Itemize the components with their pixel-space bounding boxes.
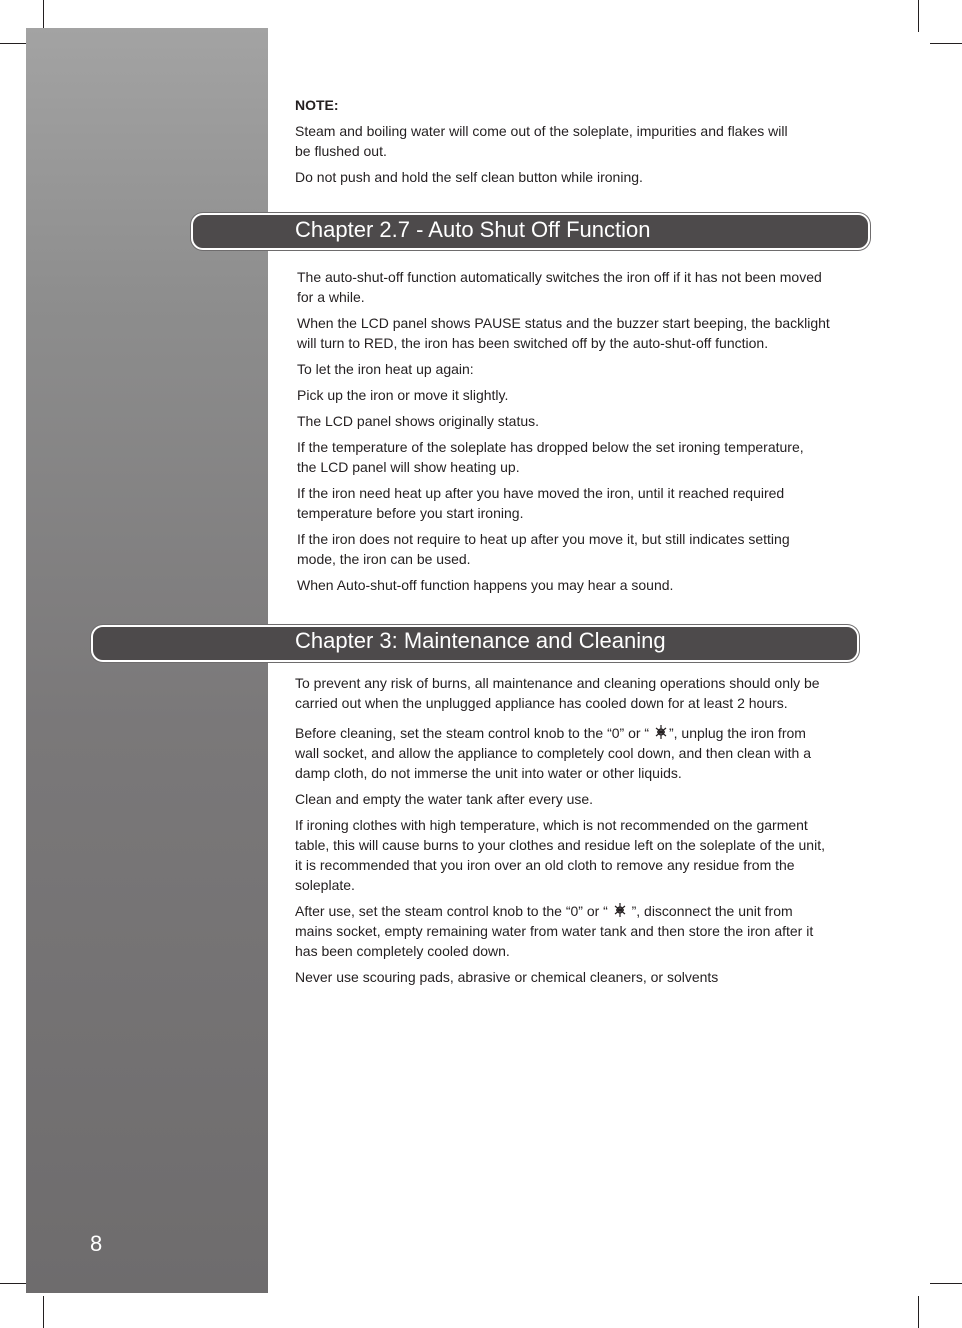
chapter-title: Chapter 2.7 - Auto Shut Off Function <box>295 217 651 242</box>
page-number: 8 <box>90 1231 103 1256</box>
body-paragraph: When Auto-shut-off function happens you may hear a sound. <box>297 577 674 593</box>
note-paragraph: Steam and boiling water will come out of the soleplate, impurities and flakes will be flushed out. <box>295 123 788 159</box>
crop-mark <box>43 1296 44 1328</box>
crop-mark <box>918 0 919 32</box>
body-paragraph: To prevent any risk of burns, all maintenance and cleaning operations should only be carried out when the unplugged appliance has cooled down for at least 2 hours. <box>295 675 820 711</box>
chapter-body <box>297 267 897 601</box>
body-paragraph: The LCD panel shows originally status. <box>297 413 540 429</box>
body-paragraph: The auto-shut-off function automatically switches the iron off if it has not been moved for a while. <box>297 269 822 305</box>
body-paragraph: Before cleaning, set the steam control knob to the “0” or “ ”, unplug the iron from wall socket, and allow the appliance to completely cool down, and then clean with a damp cloth, do not immerse the unit into water or other liquids. <box>295 725 811 781</box>
body-paragraph: Pick up the iron or move it slightly. <box>297 387 509 403</box>
body-paragraph: If the iron does not require to heat up after you move it, but still indicates setting mode, the iron can be used. <box>297 531 790 567</box>
note-label: NOTE: <box>295 97 339 113</box>
body-paragraph: Never use scouring pads, abrasive or chemical cleaners, or solvents <box>295 969 719 985</box>
body-paragraph: If ironing clothes with high temperature, which is not recommended on the garment table, this will cause burns to your clothes and residue left on the soleplate of the unit, it is recommended that you iron over an old cloth to remove any residue from the soleplate. <box>295 817 825 893</box>
chapter-title: Chapter 3: Maintenance and Cleaning <box>295 628 666 653</box>
note-block <box>295 95 875 193</box>
body-paragraph: After use, set the steam control knob to the “0” or “ ”, disconnect the unit from mains socket, empty remaining water from water tank and then store the iron after it has been completely cooled down. <box>295 903 814 959</box>
chapter-body <box>295 673 895 993</box>
anti-calc-icon <box>653 725 669 741</box>
body-paragraph: When the LCD panel shows PAUSE status and the buzzer start beeping, the backlight will turn to RED, the iron has been switched off by the auto-shut-off function. <box>297 315 830 351</box>
crop-mark <box>918 1296 919 1328</box>
note-paragraph: Do not push and hold the self clean button while ironing. <box>295 169 643 185</box>
body-paragraph: To let the iron heat up again: <box>297 361 474 377</box>
body-paragraph: If the iron need heat up after you have moved the iron, until it reached required temperature before you start ironing. <box>297 485 785 521</box>
crop-mark <box>930 43 962 44</box>
crop-mark <box>930 1283 962 1284</box>
body-paragraph: If the temperature of the soleplate has dropped below the set ironing temperature, the LCD panel will show heating up. <box>297 439 804 475</box>
body-paragraph: Clean and empty the water tank after every use. <box>295 791 594 807</box>
anti-calc-icon <box>612 903 628 919</box>
